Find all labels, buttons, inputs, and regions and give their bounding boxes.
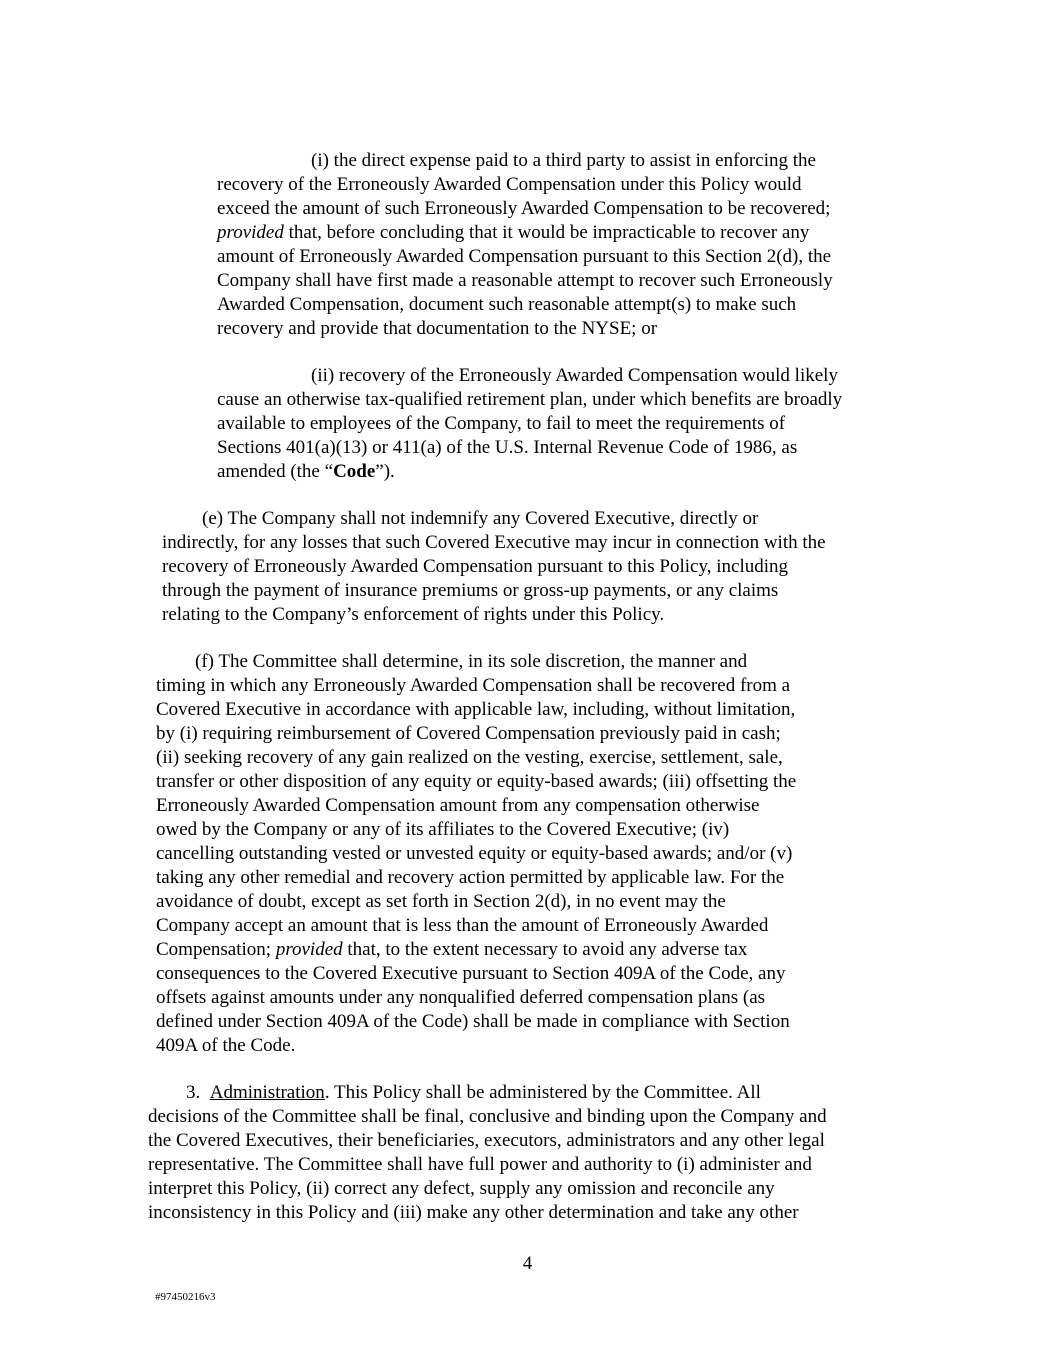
italic-provided: provided [217, 222, 284, 243]
text-line: Sections 401(a)(13) or 411(a) of the U.S. Internal Revenue Code of 1986, as [217, 437, 798, 458]
text-span: Compensation; [156, 939, 276, 960]
text-line: Covered Executive in accordance with applicable law, including, without limitation, [156, 699, 796, 720]
text-line [186, 1081, 761, 1105]
italic-provided: provided [275, 939, 343, 960]
text-line: recovery of Erroneously Awarded Compensation pursuant to this Policy, including [162, 556, 789, 577]
text-line: (ii) recovery of the Erroneously Awarded Compensation would likely [311, 365, 838, 386]
text-line: taking any other remedial and recovery action permitted by applicable law. For the [156, 867, 785, 888]
text-line: by (i) requiring reimbursement of Covered Compensation previously paid in cash; [156, 723, 781, 744]
text-span: . This Policy shall be administered by the Committee. All [324, 1082, 761, 1103]
text-span: amended (the “ [217, 461, 334, 482]
text-line: Company accept an amount that is less than the amount of Erroneously Awarded [156, 915, 769, 936]
text-line: defined under Section 409A of the Code) shall be made in compliance with Section [156, 1011, 790, 1032]
text-line: owed by the Company or any of its affiliates to the Covered Executive; (iv) [156, 819, 730, 840]
text-line [217, 221, 809, 245]
section-heading: Administration [209, 1082, 325, 1103]
section-number: 3. [186, 1082, 201, 1103]
text-line: cause an otherwise tax-qualified retirement plan, under which benefits are broadly [217, 389, 843, 410]
text-line [217, 460, 395, 484]
text-line: Awarded Compensation, document such reasonable attempt(s) to make such [217, 294, 797, 315]
text-line: representative. The Committee shall have full power and authority to (i) administer and [148, 1154, 812, 1175]
text-line: (i) the direct expense paid to a third party to assist in enforcing the [311, 150, 816, 171]
text-line: transfer or other disposition of any equity or equity-based awards; (iii) offsetting the [156, 771, 797, 792]
text-line: exceed the amount of such Erroneously Awarded Compensation to be recovered; [217, 198, 831, 219]
text-line: Erroneously Awarded Compensation amount from any compensation otherwise [156, 795, 760, 816]
text-line: through the payment of insurance premiums or gross-up payments, or any claims [162, 580, 779, 601]
text-line: (f) The Committee shall determine, in its sole discretion, the manner and [195, 651, 748, 672]
bold-defined-term: Code [333, 461, 376, 482]
text-line: (ii) seeking recovery of any gain realized on the vesting, exercise, settlement, sale, [156, 747, 783, 768]
text-line: (e) The Company shall not indemnify any Covered Executive, directly or [202, 508, 759, 529]
text-line: available to employees of the Company, to fail to meet the requirements of [217, 413, 786, 434]
text-span: that, to the extent necessary to avoid any adverse tax [342, 939, 748, 960]
text-line: avoidance of doubt, except as set forth in Section 2(d), in no event may the [156, 891, 726, 912]
page-number: 4 [522, 1253, 533, 1274]
text-line: cancelling outstanding vested or unvested equity or equity-based awards; and/or (v) [156, 843, 793, 864]
text-line: interpret this Policy, (ii) correct any defect, supply any omission and reconcile any [148, 1178, 775, 1199]
text-line [156, 938, 747, 962]
text-span: that, before concluding that it would be impracticable to recover any [283, 222, 810, 243]
text-line: offsets against amounts under any nonqualified deferred compensation plans (as [156, 987, 766, 1008]
text-line: relating to the Company’s enforcement of rights under this Policy. [162, 604, 665, 625]
text-line: recovery of the Erroneously Awarded Compensation under this Policy would [217, 174, 802, 195]
text-line: the Covered Executives, their beneficiaries, executors, administrators and any other legal [148, 1130, 825, 1151]
text-line: 409A of the Code. [156, 1035, 296, 1056]
text-span: ”). [375, 461, 395, 482]
text-line: inconsistency in this Policy and (iii) make any other determination and take any other [148, 1202, 799, 1223]
text-line: indirectly, for any losses that such Covered Executive may incur in connection with the [162, 532, 826, 553]
text-line: amount of Erroneously Awarded Compensation pursuant to this Section 2(d), the [217, 246, 832, 267]
text-line: timing in which any Erroneously Awarded Compensation shall be recovered from a [156, 675, 791, 696]
text-line: consequences to the Covered Executive pursuant to Section 409A of the Code, any [156, 963, 786, 984]
text-line: recovery and provide that documentation to the NYSE; or [217, 318, 658, 339]
document-id: #97450216v3 [155, 1291, 216, 1303]
text-line: decisions of the Committee shall be final, conclusive and binding upon the Company and [148, 1106, 827, 1127]
text-line: Company shall have first made a reasonable attempt to recover such Erroneously [217, 270, 833, 291]
